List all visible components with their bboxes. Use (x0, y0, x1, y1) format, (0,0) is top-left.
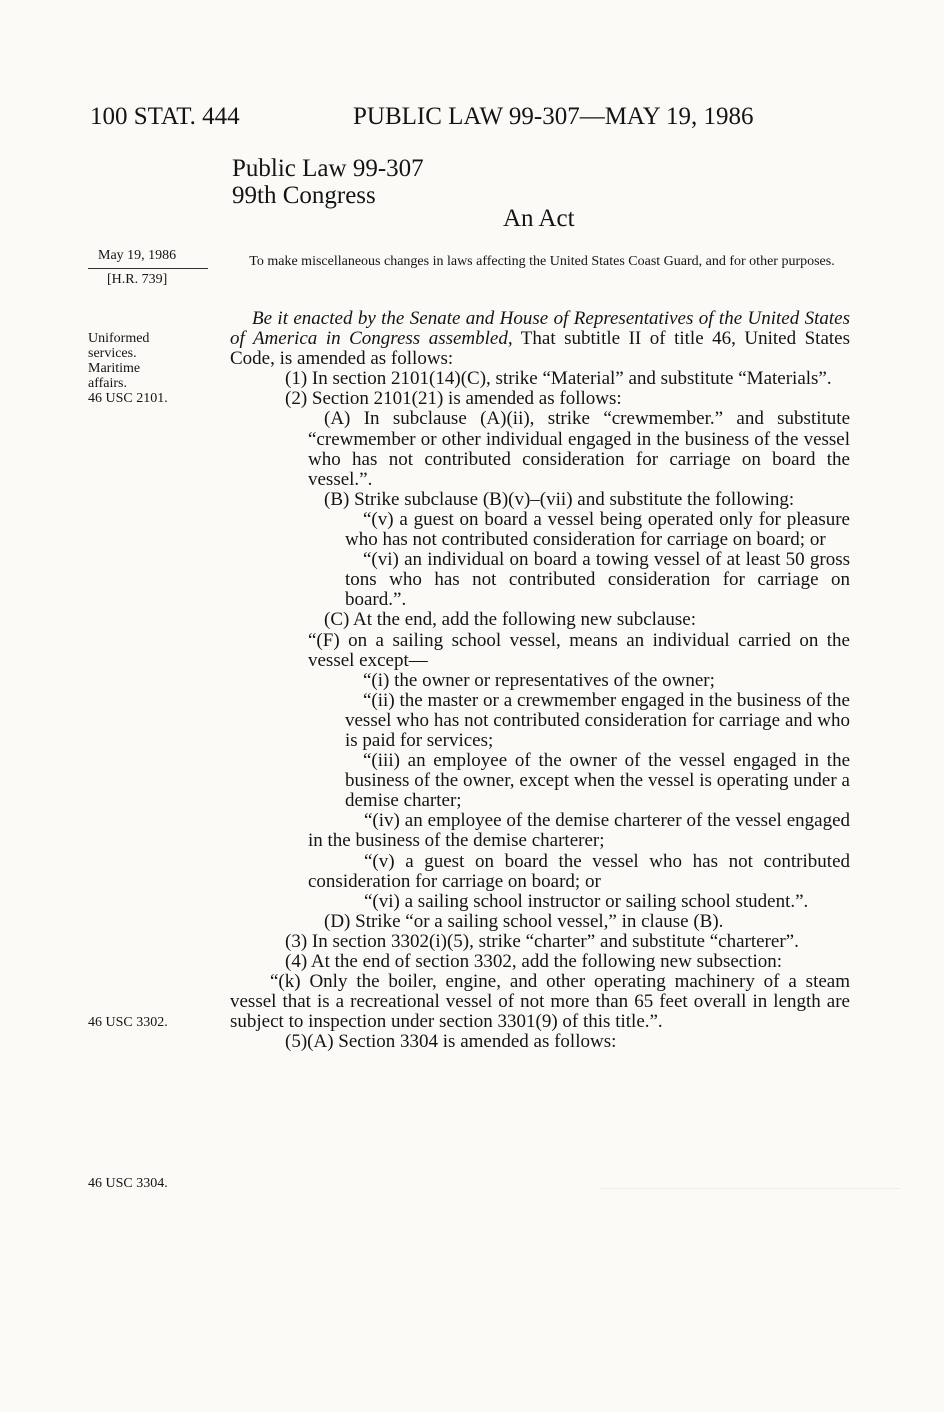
margin-citation: 46 USC 3302. (88, 1015, 168, 1030)
item-vi: “(vi) a sailing school instructor or sailing school student.”. (364, 890, 809, 912)
margin-date: May 19, 1986 (98, 248, 177, 263)
page-number: 100 STAT. 444 (90, 103, 240, 130)
act-purpose: To make miscellaneous changes in laws affecting the United States Coast Guard, and for other purposes. (249, 254, 835, 269)
item-iii: “(iii) an employee of the owner of the vessel engaged in the business of the owner, except when the vessel is operating under a demise charter; (345, 750, 850, 812)
item-iv: “(iv) an employee of the demise charterer of the vessel engaged in the business of the demise charterer; (308, 810, 850, 852)
margin-citation: 46 USC 2101. (88, 391, 168, 406)
paragraph-2a: (A) In subclause (A)(ii), strike “crewmember.” and substitute “crewmember or other individual engaged in the business of the vessel who has not contributed consideration for carriage on board the vessel.”. (308, 408, 850, 490)
paragraph-2d: (D) Strike “or a sailing school vessel,” in clause (B). (324, 910, 724, 932)
item-i: “(i) the owner or representatives of the owner; (363, 669, 715, 691)
running-header: PUBLIC LAW 99-307—MAY 19, 1986 (353, 103, 754, 130)
margin-citation: 46 USC 3304. (88, 1176, 168, 1191)
paragraph-1: (1) In section 2101(14)(C), strike “Material” and substitute “Materials”. (285, 368, 832, 390)
enacting-rest: That subtitle II of title 46, United States Code, is amended as follows: (230, 328, 851, 370)
paragraph-2b: (B) Strike subclause (B)(v)–(vii) and substitute the following: (324, 488, 795, 510)
act-heading: An Act (503, 205, 575, 232)
paragraph-3: (3) In section 3302(i)(5), strike “charter” and substitute “charterer”. (285, 930, 799, 952)
paragraph-2c: (C) At the end, add the following new subclause: (324, 609, 697, 631)
margin-topic: Maritime (88, 361, 141, 376)
margin-topic: affairs. (88, 376, 127, 391)
margin-bill-number: [H.R. 739] (107, 272, 168, 287)
bleed-through (600, 1188, 900, 1199)
paragraph-2: (2) Section 2101(21) is amended as follows: (285, 388, 622, 410)
item-ii: “(ii) the master or a crewmember engaged in the business of the vessel who has not contributed consideration for carriage and who is paid for services; (345, 689, 850, 751)
paragraph-4: (4) At the end of section 3302, add the following new subsection: (285, 951, 783, 972)
item-v: “(v) a guest on board the vessel who has not contributed consideration for carriage on board; or (308, 850, 850, 892)
subsection-k: “(k) Only the boiler, engine, and other operating machinery of a steam vessel that is a recreational vessel of not more than 65 feet overall in length are subject to inspection under section 3301(9) of this title.”. (230, 971, 850, 1033)
paragraph-5: (5)(A) Section 3304 is amended as follows: (285, 1031, 617, 1053)
subclause-vi: “(vi) an individual on board a towing vessel of at least 50 gross tons who has not contributed consideration for carriage on board.”. (345, 549, 850, 611)
act-body (230, 309, 850, 1052)
margin-topic: Uniformed (88, 331, 150, 346)
subclause-f: “(F) on a sailing school vessel, means an individual carried on the vessel except— (308, 629, 850, 671)
enacting-clause (230, 309, 850, 369)
law-number: Public Law 99-307 (232, 155, 424, 182)
margin-topic: services. (88, 346, 137, 361)
enacting-italic: Be it enacted by the Senate and House of Representatives of the United States of America in Congress assembled, (230, 308, 850, 350)
margin-divider (88, 268, 208, 269)
congress-number: 99th Congress (232, 182, 376, 209)
subclause-v: “(v) a guest on board a vessel being operated only for pleasure who has not contributed consideration for carriage on board; or (345, 508, 850, 551)
